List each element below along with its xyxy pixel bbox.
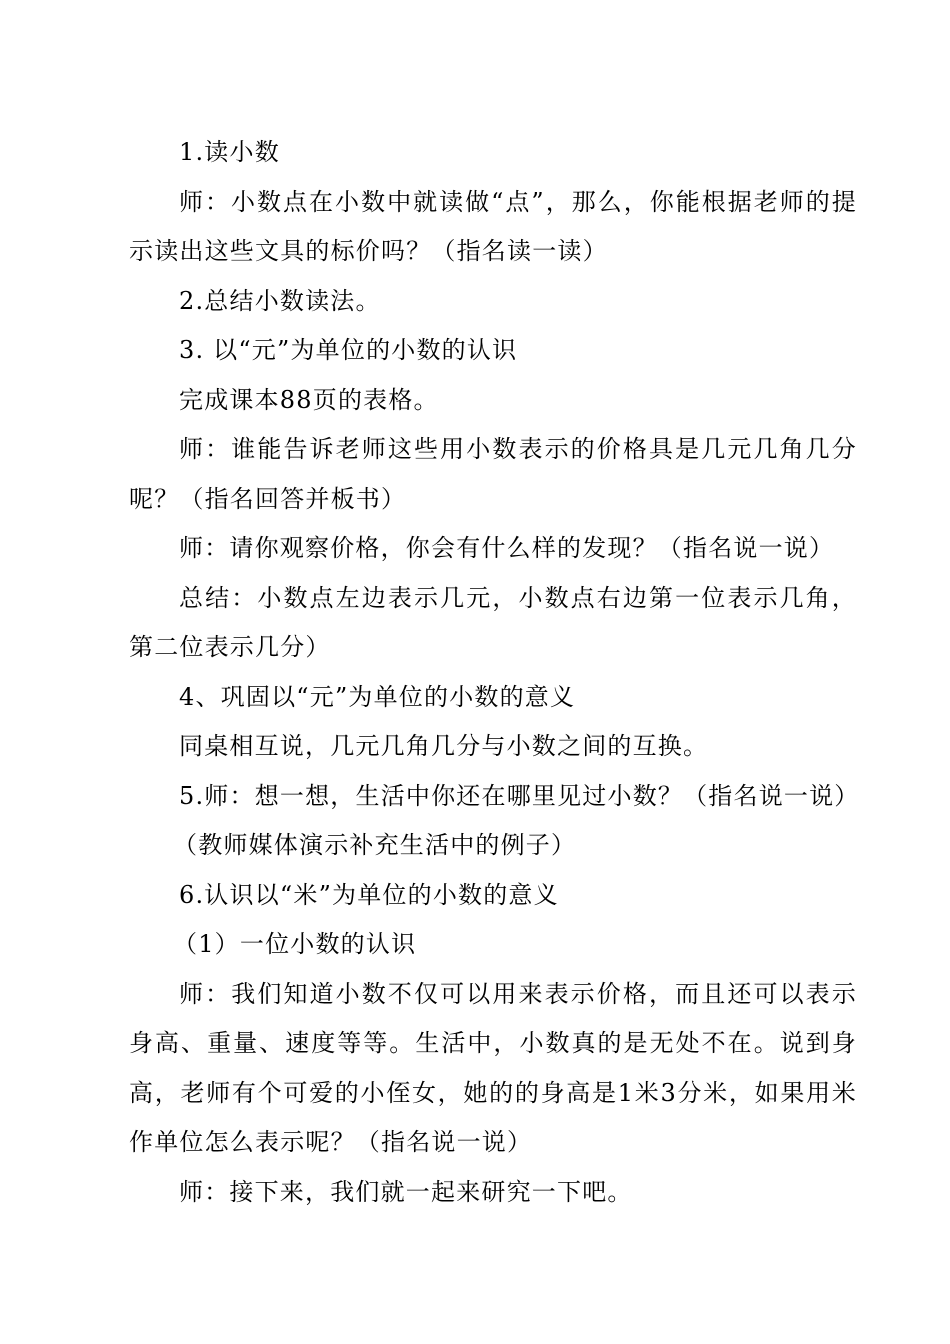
summary-decimal-places: 总结：小数点左边表示几元，小数点右边第一位表示几角，第二位表示几分） [129, 583, 857, 661]
media-demo-note: （教师媒体演示补充生活中的例子） [173, 831, 577, 859]
teacher-transition: 师：接下来，我们就一起来研究一下吧。 [179, 1177, 633, 1206]
teacher-prompt-price-breakdown: 师：谁能告诉老师这些用小数表示的价格具是几元几角几分呢？（指名回答并板书） [129, 435, 857, 513]
teacher-prompt-life-examples: 5.师：想一想，生活中你还在哪里见过小数？（指名说一说） [179, 781, 860, 810]
heading-meter-unit: 6.认识以“米”为单位的小数的意义 [179, 880, 559, 909]
subheading-one-decimal: （1）一位小数的认识 [173, 930, 417, 958]
heading-consolidate-yuan: 4、巩固以“元”为单位的小数的意义 [179, 682, 576, 711]
pair-exercise: 同桌相互说，几元几角几分与小数之间的互换。 [179, 732, 709, 760]
heading-read-decimals: 1.读小数 [179, 138, 280, 166]
document-body [129, 128, 860, 1217]
heading-yuan-unit: 3. 以“元”为单位的小数的认识 [179, 336, 518, 364]
textbook-table-task: 完成课本88页的表格。 [179, 385, 439, 414]
teacher-prompt-read-prices: 师：小数点在小数中就读做“点”，那么，你能根据老师的提示读出这些文具的标价吗？（指名读一读） [129, 187, 857, 265]
heading-summarize-reading: 2.总结小数读法。 [179, 286, 381, 315]
teacher-story-height: 师：我们知道小数不仅可以用来表示价格，而且还可以表示身高、重量、速度等等。生活中，小数真的是无处不在。说到身高，老师有个可爱的小侄女，她的的身高是1米3分米，如果用米作单位怎么表示呢？（指名说一说） [129, 979, 857, 1156]
teacher-prompt-observe: 师：请你观察价格，你会有什么样的发现？（指名说一说） [179, 534, 835, 562]
